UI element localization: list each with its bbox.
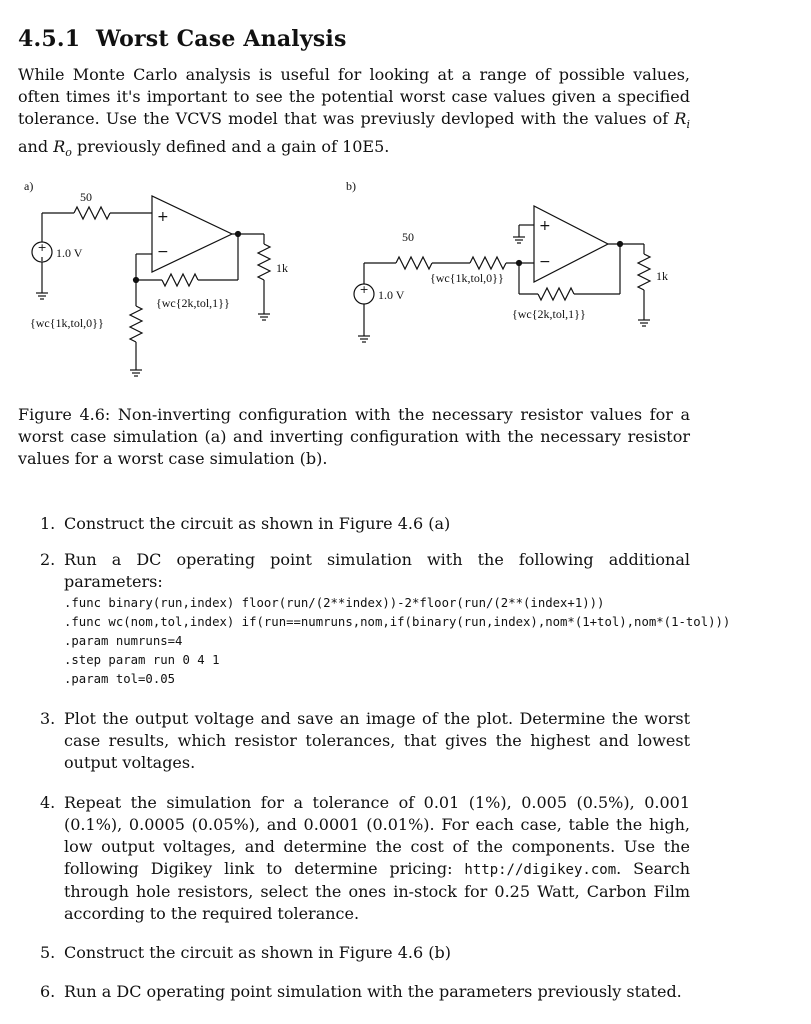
r-ground-a-label: {wc{1k,tol,0}}	[30, 316, 104, 330]
ground-icon	[36, 293, 48, 299]
op-amp-a-icon	[152, 196, 232, 272]
list-item: 3. Plot the output voltage and save an image of the plot. Determine the worst case results, which resistor tolerances, that gives the highest and lowest output voltages.	[40, 709, 690, 772]
list-item: 4. Repeat the simulation for a tolerance of 0.01 (1%), 0.005 (0.5%), 0.001 (0.1%), 0.0005 (0.05%), and 0.0001 (0.01%). For each case, table the high, low output voltages, and determine the cost of the components. Use the following Digikey link to determine pricing: http://digikey.com. Search through hole resistors, select the ones in-stock for 0.25 Watt, Carbon Film according to the required tolerance.	[40, 793, 691, 923]
circuit-b	[346, 179, 668, 342]
plus-b: +	[539, 218, 551, 234]
r-feedback-a-label: {wc{2k,tol,1}}	[156, 296, 230, 310]
code-line: .param tol=0.05	[64, 672, 176, 686]
resistor-50-b-icon	[396, 257, 432, 269]
list-item: 2. Run a DC operating point simulation with the following additional parameters:	[40, 550, 690, 591]
minus-b: −	[539, 254, 551, 270]
spice-code-block	[64, 594, 730, 689]
digikey-link[interactable]: http://digikey.com	[464, 862, 617, 878]
intro-and: and	[18, 137, 49, 157]
svg-text:+: +	[359, 283, 369, 296]
plus-a: +	[157, 209, 169, 225]
intro-paragraph	[18, 64, 690, 164]
r-in-a-label: 50	[80, 190, 92, 204]
code-line: .func binary(run,index) floor(run/(2**index))-2*floor(run/(2**(index+1)))	[64, 596, 605, 610]
section-title: Worst Case Analysis	[96, 26, 347, 52]
resistor-input-b-icon	[470, 257, 506, 269]
resistor-ground-a-icon	[130, 306, 142, 342]
circuit-b-label: b)	[346, 179, 356, 193]
r-load-b-label: 1k	[656, 269, 668, 283]
svg-text:+: +	[37, 241, 47, 254]
minus-a: −	[157, 244, 169, 260]
intro-text: While Monte Carlo analysis is useful for looking at a range of possible values, often times it's important to see the potential worst case values given a specified tolerance. Use the VCVS model that was previusly devloped with the values of	[18, 65, 690, 128]
code-line: .step param run 0 4 1	[64, 653, 220, 667]
resistor-1k-a-icon	[258, 244, 270, 280]
code-line: .func wc(nom,tol,index) if(run==numruns,nom,if(binary(run,index),nom*(1+tol),nom*(1-tol)))	[64, 615, 731, 629]
resistor-feedback-b-icon	[538, 288, 574, 300]
section-number: 4.5.1	[18, 26, 81, 52]
resistor-50-a-icon	[74, 207, 110, 219]
resistor-1k-b-icon	[638, 254, 650, 290]
figure-caption: Figure 4.6: Non-inverting configuration with the necessary resistor values for a worst case simulation (a) and inverting configuration with the necessary resistor values for a worst case simulation (b).	[18, 405, 690, 468]
figure-4-6-circuits	[0, 170, 811, 400]
r-src-b-label: 50	[402, 230, 414, 244]
ro-symbol: $R_o$	[53, 137, 72, 160]
source-a-label: 1.0 V	[56, 246, 83, 260]
list-item: 1. Construct the circuit as shown in Figure 4.6 (a)	[40, 514, 451, 533]
r-load-a-label: 1k	[276, 261, 288, 275]
intro-tail: previously defined and a gain of 10E5.	[76, 137, 390, 157]
r-feedback-b-label: {wc{2k,tol,1}}	[512, 307, 586, 321]
list-item: 5. Construct the circuit as shown in Figure 4.6 (b)	[40, 943, 451, 962]
r-in-b-label: {wc{1k,tol,0}}	[430, 271, 504, 285]
voltage-source-icon	[32, 213, 52, 293]
source-b-label: 1.0 V	[378, 288, 405, 302]
list-item: 6. Run a DC operating point simulation with the parameters previously stated.	[40, 982, 682, 1001]
section-heading	[18, 26, 347, 52]
code-line: .param numruns=4	[64, 634, 183, 648]
resistor-feedback-a-icon	[162, 274, 198, 286]
circuit-a	[24, 179, 288, 376]
ri-symbol: $R_i$	[674, 109, 690, 132]
circuit-a-label: a)	[24, 179, 34, 193]
